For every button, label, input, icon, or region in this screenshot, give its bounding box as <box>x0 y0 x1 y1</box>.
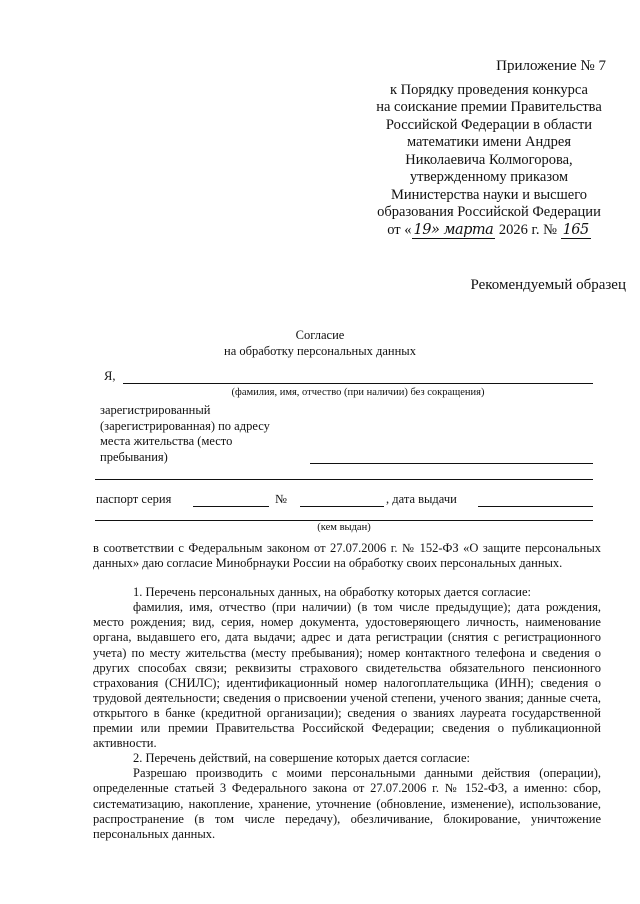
appendix-line: утвержденному приказом <box>409 169 569 185</box>
address-field-line-1[interactable] <box>310 463 593 464</box>
consent-body <box>93 541 601 842</box>
date-year: 2026 г. № <box>495 221 561 238</box>
appendix-number: Приложение № 7 <box>496 58 606 74</box>
appendix-line: к Порядку проведения конкурса <box>389 81 588 98</box>
appendix-line: Министерства науки и высшего <box>390 186 588 203</box>
passport-series-label: паспорт серия <box>96 492 172 506</box>
section-1-text: фамилия, имя, отчество (при наличии) (в том числе предыдущие); дата рождения, место рождения; вид, серия, номер документа, удостоверяющего личность, наименование органа, выдавшего его, дата выдачи; адрес и дата регистрации (снятия с регистрационного учета) по месту жительства (месту пребывания); номер контактного телефона и сведения о других способах связи; реквизиты страхового свидетельства обязательного пенсионного страхования (СНИЛС); идентификационный номер налогоплательщика (ИНН); сведения о трудовой деятельности; сведения о присвоении ученой степени, ученого звания; данные счета, открытого в банке (кредитной организации); сведения о званиях лауреата государственной премии или премии Правительства Российской Федерации; сведения о публикационной активности. <box>93 600 601 751</box>
issued-by-field[interactable] <box>95 520 593 521</box>
recommended-sample-label: Рекомендуемый образец <box>470 277 626 293</box>
address-field-line-2[interactable] <box>95 479 593 480</box>
section-2-title: 2. Перечень действий, на совершение которых дается согласие: <box>133 751 470 766</box>
registered-line: (зарегистрированная) по адресу <box>100 418 270 433</box>
issue-date-field[interactable] <box>478 506 593 507</box>
appendix-line: образования Российской Федерации <box>377 204 601 220</box>
registered-line: пребывания) <box>100 449 168 464</box>
passport-series-field[interactable] <box>193 506 269 507</box>
passport-number-label: № <box>275 492 287 506</box>
registered-line: места жительства (место <box>100 434 233 448</box>
section-1-title: 1. Перечень персональных данных, на обработку которых дается согласие: <box>133 585 532 600</box>
date-prefix: от « <box>387 221 412 238</box>
fio-field-line[interactable] <box>123 383 593 384</box>
title-line-1: Согласие <box>295 328 345 342</box>
title-line-2: на обработку персональных данных <box>224 344 416 358</box>
i-label: Я, <box>104 369 116 383</box>
appendix-line: математики имени Андрея <box>406 134 572 150</box>
issued-by-hint: (кем выдан) <box>317 522 371 533</box>
intro-paragraph: в соответствии с Федеральным законом от 27.07.2006 г. № 152-ФЗ «О защите персональных данных» даю согласие Минобрнауки России на обработку своих персональных данных. <box>93 541 601 571</box>
appendix-line: Российской Федерации в области <box>385 116 593 133</box>
registered-label <box>100 403 300 465</box>
document-title <box>0 327 640 359</box>
fio-hint: (фамилия, имя, отчество (при наличии) без сокращения) <box>231 387 485 398</box>
appendix-header <box>364 58 614 239</box>
handwritten-date: 19» марта <box>413 221 494 238</box>
order-date-line <box>364 222 614 240</box>
appendix-line: на соискание премии Правительства <box>376 99 602 115</box>
section-2-text: Разрешаю производить с моими персональными данными действия (операции), определенные статьей 3 Федерального закона от 27.07.2006 г. № 152-ФЗ, а именно: сбор, систематизацию, накопление, хранение, уточнение (обновление, изменение), использование, распространение (в том числе передачу), обезличивание, блокирование, уничтожение персональных данных. <box>93 766 601 841</box>
passport-number-field[interactable] <box>300 506 384 507</box>
issue-date-label: , дата выдачи <box>386 492 457 506</box>
registered-line: зарегистрированный <box>100 403 211 417</box>
appendix-line: Николаевича Колмогорова, <box>405 151 573 168</box>
handwritten-order-number: 165 <box>562 221 589 238</box>
